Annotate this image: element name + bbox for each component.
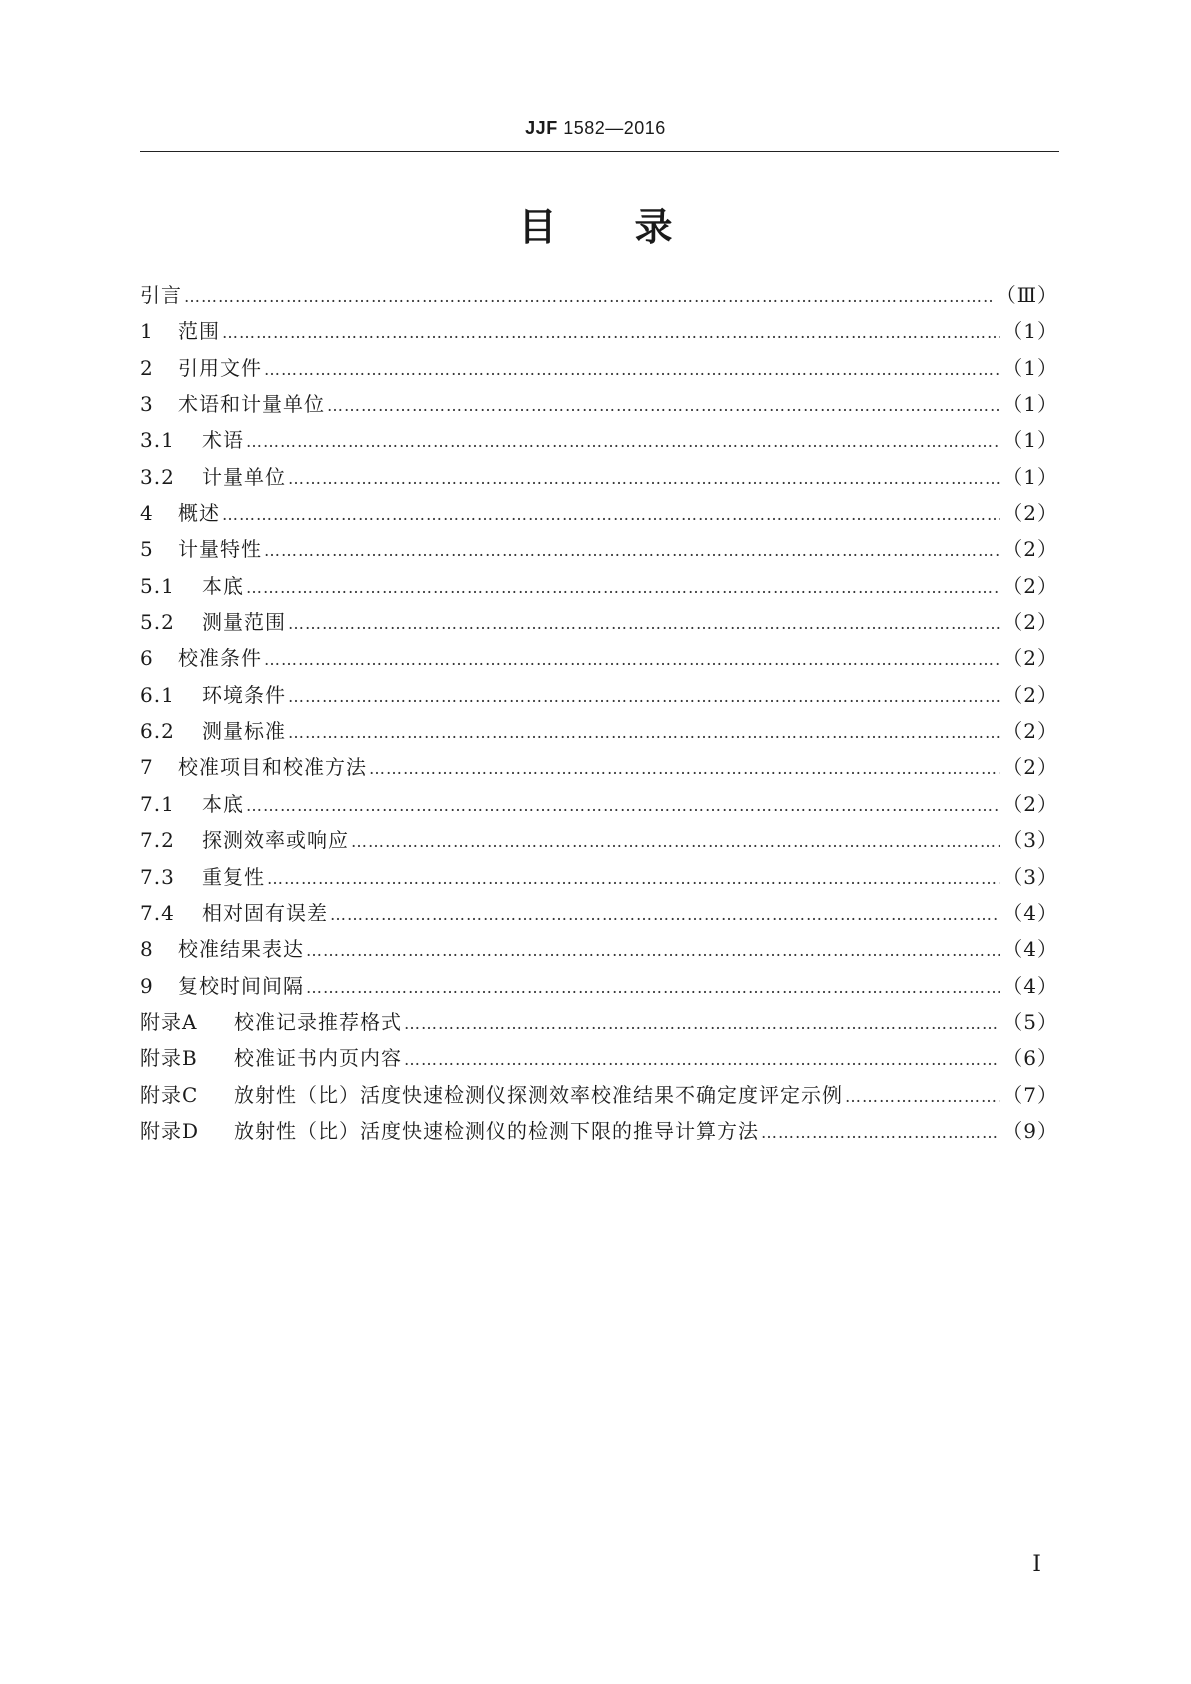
- toc-entry-number: 6.1: [140, 682, 175, 707]
- toc-entry-page: （3）: [1002, 828, 1058, 853]
- toc-entry-label: 校准证书内页内容: [234, 1046, 402, 1071]
- toc-entry[interactable]: [140, 1113, 1058, 1149]
- toc-leader-dots: [288, 715, 1000, 751]
- toc-leader-dots: [264, 533, 1000, 569]
- page-number: Ⅰ: [1032, 1552, 1041, 1577]
- toc-entry-label: 校准记录推荐格式: [234, 1009, 402, 1034]
- toc-entry-label: 本底: [202, 791, 244, 816]
- standard-number: 1582—2016: [563, 118, 666, 138]
- toc-entry-number: 5.2: [140, 610, 175, 635]
- toc-entry-number: 7.2: [140, 828, 175, 853]
- toc-entry-label: 环境条件: [202, 682, 286, 707]
- toc-leader-dots: [761, 1115, 1000, 1151]
- toc-entry-page: （2）: [1002, 501, 1058, 526]
- toc-entry-label: 探测效率或响应: [202, 828, 349, 853]
- toc-entry-label: 校准条件: [178, 646, 262, 671]
- toc-entry[interactable]: [140, 822, 1058, 858]
- toc-leader-dots: [184, 279, 994, 315]
- toc-entry[interactable]: [140, 277, 1058, 313]
- toc-leader-dots: [351, 824, 1000, 860]
- toc-entry-number: 4: [140, 501, 154, 526]
- toc-entry[interactable]: [140, 350, 1058, 386]
- toc-entry[interactable]: [140, 531, 1058, 567]
- toc-leader-dots: [288, 679, 1000, 715]
- toc-entry-page: （2）: [1002, 719, 1058, 744]
- toc-leader-dots: [264, 642, 1000, 678]
- toc-entry-number: 7.3: [140, 864, 175, 889]
- toc-entry-page: （2）: [1002, 682, 1058, 707]
- toc-leader-dots: [404, 1042, 1000, 1078]
- toc-entry[interactable]: [140, 422, 1058, 458]
- toc-entry-page: （1）: [1002, 464, 1058, 489]
- toc-entry[interactable]: [140, 640, 1058, 676]
- toc-entry-label: 复校时间间隔: [178, 973, 304, 998]
- toc-entry-page: （2）: [1002, 537, 1058, 562]
- toc-entry-page: （3）: [1002, 864, 1058, 889]
- toc-leader-dots: [306, 970, 1000, 1006]
- toc-entry-page: （2）: [1002, 755, 1058, 780]
- toc-entry-page: （6）: [1002, 1046, 1058, 1071]
- toc-entry[interactable]: [140, 677, 1058, 713]
- toc-entry-number: 7.1: [140, 791, 175, 816]
- toc-entry-label: 引用文件: [178, 355, 262, 380]
- header-rule: [140, 151, 1059, 152]
- table-of-contents: [140, 277, 1058, 1149]
- toc-entry-number: 3: [140, 392, 154, 417]
- toc-entry-number: 6.2: [140, 719, 175, 744]
- toc-leader-dots: [288, 606, 1000, 642]
- toc-entry-page: （1）: [1002, 392, 1058, 417]
- toc-entry-label: 术语和计量单位: [178, 392, 325, 417]
- toc-entry-number: 9: [140, 973, 154, 998]
- toc-entry-page: （2）: [1002, 791, 1058, 816]
- toc-entry[interactable]: [140, 459, 1058, 495]
- toc-leader-dots: [264, 352, 1000, 388]
- toc-entry-number: 1: [140, 319, 154, 344]
- toc-entry-page: （7）: [1002, 1082, 1058, 1107]
- toc-entry[interactable]: [140, 895, 1058, 931]
- toc-entry[interactable]: [140, 495, 1058, 531]
- toc-leader-dots: [306, 933, 1000, 969]
- toc-entry-number: 8: [140, 937, 154, 962]
- toc-entry-number: 附录D: [140, 1118, 200, 1143]
- toc-entry-page: （5）: [1002, 1009, 1058, 1034]
- toc-entry-label: 概述: [178, 501, 220, 526]
- toc-entry-page: （2）: [1002, 646, 1058, 671]
- toc-entry[interactable]: [140, 313, 1058, 349]
- toc-entry-page: （2）: [1002, 573, 1058, 598]
- toc-title: 目录: [518, 205, 751, 249]
- toc-leader-dots: [369, 751, 1000, 787]
- toc-entry-number: 6: [140, 646, 154, 671]
- toc-entry-page: （2）: [1002, 610, 1058, 635]
- toc-entry-label: 范围: [178, 319, 220, 344]
- toc-entry-page: （4）: [1002, 973, 1058, 998]
- toc-entry-label: 放射性（比）活度快速检测仪的检测下限的推导计算方法: [234, 1118, 759, 1143]
- toc-entry[interactable]: [140, 1040, 1058, 1076]
- standard-prefix: JJF: [525, 118, 558, 138]
- toc-entry-label: 计量单位: [202, 464, 286, 489]
- toc-entry-label: 相对固有误差: [202, 900, 328, 925]
- toc-entry-number: 7: [140, 755, 154, 780]
- toc-entry[interactable]: [140, 931, 1058, 967]
- toc-entry-page: （9）: [1002, 1118, 1058, 1143]
- toc-entry-page: （1）: [1002, 355, 1058, 380]
- toc-entry[interactable]: [140, 568, 1058, 604]
- toc-entry-label: 测量标准: [202, 719, 286, 744]
- toc-leader-dots: [246, 424, 1000, 460]
- toc-entry-label: 校准项目和校准方法: [178, 755, 367, 780]
- toc-entry[interactable]: [140, 968, 1058, 1004]
- toc-entry-number: 3.2: [140, 464, 175, 489]
- toc-leader-dots: [288, 461, 1000, 497]
- toc-leader-dots: [246, 570, 1000, 606]
- toc-entry-label: 测量范围: [202, 610, 286, 635]
- toc-entry-label: 校准结果表达: [178, 937, 304, 962]
- toc-entry-page: （4）: [1002, 937, 1058, 962]
- toc-leader-dots: [327, 388, 1000, 424]
- toc-entry-label: 放射性（比）活度快速检测仪探测效率校准结果不确定度评定示例: [234, 1082, 843, 1107]
- toc-entry-label: 引言: [140, 283, 182, 307]
- toc-entry-number: 3.1: [140, 428, 175, 453]
- toc-entry-number: 附录C: [140, 1082, 199, 1107]
- toc-leader-dots: [246, 788, 1000, 824]
- toc-entry[interactable]: [140, 386, 1058, 422]
- toc-entry[interactable]: [140, 604, 1058, 640]
- toc-entry[interactable]: [140, 749, 1058, 785]
- toc-entry-label: 本底: [202, 573, 244, 598]
- toc-entry-number: 附录B: [140, 1046, 198, 1071]
- toc-entry[interactable]: [140, 1004, 1058, 1040]
- toc-leader-dots: [222, 497, 1000, 533]
- toc-entry-page: （4）: [1002, 900, 1058, 925]
- toc-entry[interactable]: [140, 1077, 1058, 1113]
- toc-leader-dots: [845, 1079, 1000, 1115]
- toc-entry-page: （Ⅲ）: [995, 283, 1058, 307]
- toc-entry[interactable]: [140, 786, 1058, 822]
- toc-entry[interactable]: [140, 713, 1058, 749]
- toc-entry-number: 7.4: [140, 900, 175, 925]
- toc-entry-number: 5.1: [140, 573, 175, 598]
- toc-leader-dots: [404, 1006, 1000, 1042]
- toc-entry-number: 附录A: [140, 1009, 198, 1034]
- toc-entry-label: 重复性: [202, 864, 265, 889]
- toc-leader-dots: [330, 897, 1000, 933]
- toc-entry-page: （1）: [1002, 428, 1058, 453]
- toc-entry-label: 术语: [202, 428, 244, 453]
- toc-leader-dots: [267, 861, 1000, 897]
- toc-entry[interactable]: [140, 859, 1058, 895]
- toc-leader-dots: [222, 315, 1000, 351]
- toc-entry-number: 2: [140, 355, 154, 380]
- toc-entry-page: （1）: [1002, 319, 1058, 344]
- toc-entry-number: 5: [140, 537, 154, 562]
- running-header: [0, 118, 1191, 139]
- toc-entry-label: 计量特性: [178, 537, 262, 562]
